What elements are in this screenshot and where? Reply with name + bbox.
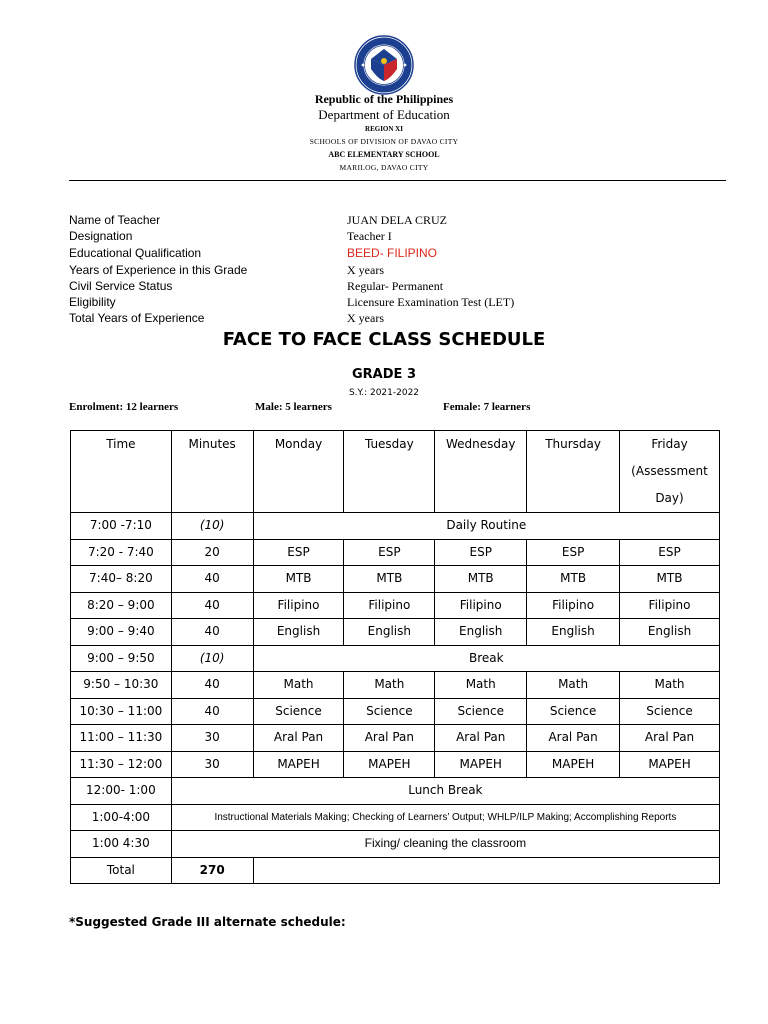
cell-time: 1:00-4:00 (71, 804, 172, 831)
cell-span: Break (253, 645, 719, 672)
header-address: MARILOG, DAVAO CITY (339, 163, 429, 172)
cell-wednesday: Aral Pan (435, 725, 527, 752)
cell-time: 9:00 – 9:40 (71, 619, 172, 646)
cell-wednesday: English (435, 619, 527, 646)
cell-time: 1:00 4:30 (71, 831, 172, 858)
header-school: ABC ELEMENTARY SCHOOL (328, 150, 440, 159)
enrolment-total: Enrolment: 12 learners (69, 401, 179, 413)
cell-monday: Math (253, 672, 344, 699)
cell-friday: Math (620, 672, 720, 699)
table-row (71, 751, 720, 778)
info-value-name: JUAN DELA CRUZ (347, 213, 448, 227)
table-row (71, 592, 720, 619)
cell-time: 7:00 -7:10 (71, 513, 172, 540)
table-row (71, 672, 720, 699)
cell-friday: Filipino (620, 592, 720, 619)
info-label-total-experience: Total Years of Experience (69, 311, 205, 325)
table-row (71, 698, 720, 725)
cell-thursday: Science (527, 698, 620, 725)
cell-friday: MAPEH (620, 751, 720, 778)
cell-time: 7:20 - 7:40 (71, 539, 172, 566)
cell-time: 7:40– 8:20 (71, 566, 172, 593)
cell-tuesday: MAPEH (344, 751, 435, 778)
enrolment-male: Male: 5 learners (255, 401, 332, 413)
cell-tuesday: MTB (344, 566, 435, 593)
info-value-civil-service: Regular- Permanent (347, 279, 444, 293)
cell-thursday: English (527, 619, 620, 646)
cell-minutes: (10) (171, 645, 253, 672)
cell-thursday: Filipino (527, 592, 620, 619)
cell-minutes: 270 (171, 857, 253, 884)
cell-friday: English (620, 619, 720, 646)
cell-monday: Filipino (253, 592, 344, 619)
table-row (71, 725, 720, 752)
cell-time: 10:30 – 11:00 (71, 698, 172, 725)
info-value-eligibility: Licensure Examination Test (LET) (347, 295, 515, 309)
cell-monday: MAPEH (253, 751, 344, 778)
header-wednesday: Wednesday (435, 431, 527, 513)
info-label-civil-service: Civil Service Status (69, 279, 173, 293)
header-friday-sub: (Assessment (631, 464, 708, 478)
cell-time: 8:20 – 9:00 (71, 592, 172, 619)
info-value-designation: Teacher I (347, 229, 392, 243)
cell-friday: ESP (620, 539, 720, 566)
cell-thursday: ESP (527, 539, 620, 566)
cell-tuesday: Aral Pan (344, 725, 435, 752)
cell-monday: Aral Pan (253, 725, 344, 752)
cell-time: Total (71, 857, 172, 884)
cell-tuesday: Science (344, 698, 435, 725)
table-row (71, 566, 720, 593)
table-row (71, 804, 720, 831)
cell-span: Instructional Materials Making; Checking of Learners’ Output; WHLP/ILP Making; Accomplishing Reports (171, 804, 719, 831)
cell-wednesday: MTB (435, 566, 527, 593)
cell-tuesday: English (344, 619, 435, 646)
header-minutes: Minutes (171, 431, 253, 513)
cell-friday: Aral Pan (620, 725, 720, 752)
table-header-row (71, 431, 720, 513)
table-row (71, 619, 720, 646)
cell-monday: MTB (253, 566, 344, 593)
cell-wednesday: Math (435, 672, 527, 699)
cell-time: 9:50 – 10:30 (71, 672, 172, 699)
cell-thursday: MAPEH (527, 751, 620, 778)
schedule-table (70, 430, 720, 884)
cell-monday: English (253, 619, 344, 646)
cell-time: 12:00- 1:00 (71, 778, 172, 805)
cell-minutes: 30 (171, 751, 253, 778)
header-region: REGION XI (365, 125, 403, 133)
table-row (71, 778, 720, 805)
table-row (71, 645, 720, 672)
info-value-qualification: BEED- FILIPINO (347, 246, 438, 260)
cell-wednesday: ESP (435, 539, 527, 566)
table-row (71, 831, 720, 858)
cell-span (253, 857, 719, 884)
cell-tuesday: ESP (344, 539, 435, 566)
cell-thursday: MTB (527, 566, 620, 593)
cell-wednesday: MAPEH (435, 751, 527, 778)
table-row (71, 539, 720, 566)
info-value-experience-grade: X years (347, 263, 384, 277)
enrolment-female: Female: 7 learners (443, 401, 531, 413)
info-label-experience-grade: Years of Experience in this Grade (69, 263, 248, 277)
header-friday (620, 431, 720, 513)
cell-minutes: 40 (171, 672, 253, 699)
cell-time: 9:00 – 9:50 (71, 645, 172, 672)
cell-minutes: 40 (171, 619, 253, 646)
table-row (71, 513, 720, 540)
cell-tuesday: Filipino (344, 592, 435, 619)
header-tuesday: Tuesday (344, 431, 435, 513)
cell-friday: Science (620, 698, 720, 725)
cell-span: Daily Routine (253, 513, 719, 540)
header-divider (69, 180, 726, 181)
header-time: Time (71, 431, 172, 513)
cell-monday: ESP (253, 539, 344, 566)
cell-time: 11:00 – 11:30 (71, 725, 172, 752)
cell-minutes: 20 (171, 539, 253, 566)
cell-wednesday: Filipino (435, 592, 527, 619)
header-republic: Republic of the Philippines (314, 92, 454, 106)
header-friday-sub2: Day) (655, 491, 684, 505)
cell-time: 11:30 – 12:00 (71, 751, 172, 778)
table-row (71, 857, 720, 884)
cell-minutes: 40 (171, 566, 253, 593)
header-department: Department of Education (318, 107, 450, 122)
info-label-name: Name of Teacher (69, 213, 161, 227)
cell-minutes: 30 (171, 725, 253, 752)
grade-heading: GRADE 3 (352, 367, 416, 382)
cell-minutes: 40 (171, 592, 253, 619)
header-monday: Monday (253, 431, 344, 513)
page-title: FACE TO FACE CLASS SCHEDULE (222, 329, 546, 350)
cell-monday: Science (253, 698, 344, 725)
info-label-qualification: Educational Qualification (69, 246, 202, 260)
cell-span: Fixing/ cleaning the classroom (171, 831, 719, 858)
deped-seal-icon (354, 35, 414, 95)
cell-span: Lunch Break (171, 778, 719, 805)
header-thursday: Thursday (527, 431, 620, 513)
header-friday-label: Friday (651, 437, 688, 451)
school-year: S.Y.: 2021-2022 (348, 388, 420, 398)
cell-tuesday: Math (344, 672, 435, 699)
cell-minutes: (10) (171, 513, 253, 540)
cell-thursday: Math (527, 672, 620, 699)
cell-friday: MTB (620, 566, 720, 593)
header-division: SCHOOLS OF DIVISION OF DAVAO CITY (309, 137, 459, 146)
cell-minutes: 40 (171, 698, 253, 725)
info-label-eligibility: Eligibility (69, 295, 116, 309)
info-value-total-experience: X years (347, 311, 384, 325)
footer-note: *Suggested Grade III alternate schedule: (69, 915, 346, 929)
cell-thursday: Aral Pan (527, 725, 620, 752)
info-label-designation: Designation (69, 229, 133, 243)
cell-wednesday: Science (435, 698, 527, 725)
